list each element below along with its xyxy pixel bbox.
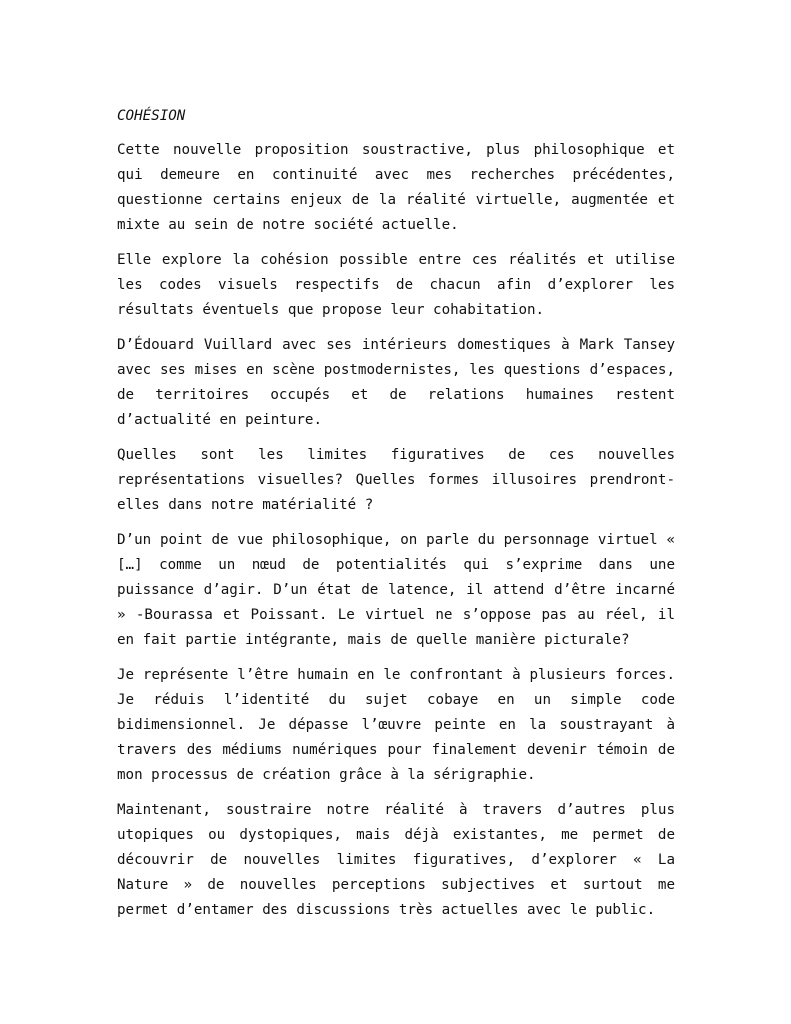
paragraph: D’Édouard Vuillard avec ses intérieurs domestiques à Mark Tansey avec ses mises en scène postmodernistes, les questions d’espaces, de territoires occupés et de relations humaines restent d’actualité en peinture. [117, 337, 675, 428]
paragraph: Maintenant, soustraire notre réalité à travers d’autres plus utopiques ou dystopiques, mais déjà existantes, me permet de découvrir de nouvelles limites figuratives, d’explorer « La Nature » de nouvelles perceptions subjectives et surtout me permet d’entamer des discussions très actuelles avec le public. [117, 802, 675, 918]
paragraph: D’un point de vue philosophique, on parle du personnage virtuel « […] comme un nœud de potentialités qui s’exprime dans une puissance d’agir. D’un état de latence, il attend d’être incarné » -Bourassa et Poissant. Le virtuel ne s’oppose pas au réel, il en fait partie intégrante, mais de quelle manière picturale? [117, 532, 675, 648]
paragraph: Quelles sont les limites figuratives de ces nouvelles représentations visuelles? Quelles formes illusoires prendront-elles dans notre matérialité ? [117, 447, 675, 513]
paragraph: Je représente l’être humain en le confrontant à plusieurs forces. Je réduis l’identité du sujet cobaye en un simple code bidimensionnel. Je dépasse l’œuvre peinte en la soustrayant à travers des médiums numériques pour finalement devenir témoin de mon processus de création grâce à la sérigraphie. [117, 667, 675, 783]
document-body [117, 104, 675, 933]
paragraph: Elle explore la cohésion possible entre ces réalités et utilise les codes visuels respectifs de chacun afin d’explorer les résultats éventuels que propose leur cohabitation. [117, 252, 675, 318]
paragraph: Cette nouvelle proposition soustractive, plus philosophique et qui demeure en continuité avec mes recherches précédentes, questionne certains enjeux de la réalité virtuelle, augmentée et mixte au sein de notre société actuelle. [117, 142, 675, 233]
document-title: COHÉSION [117, 108, 186, 124]
